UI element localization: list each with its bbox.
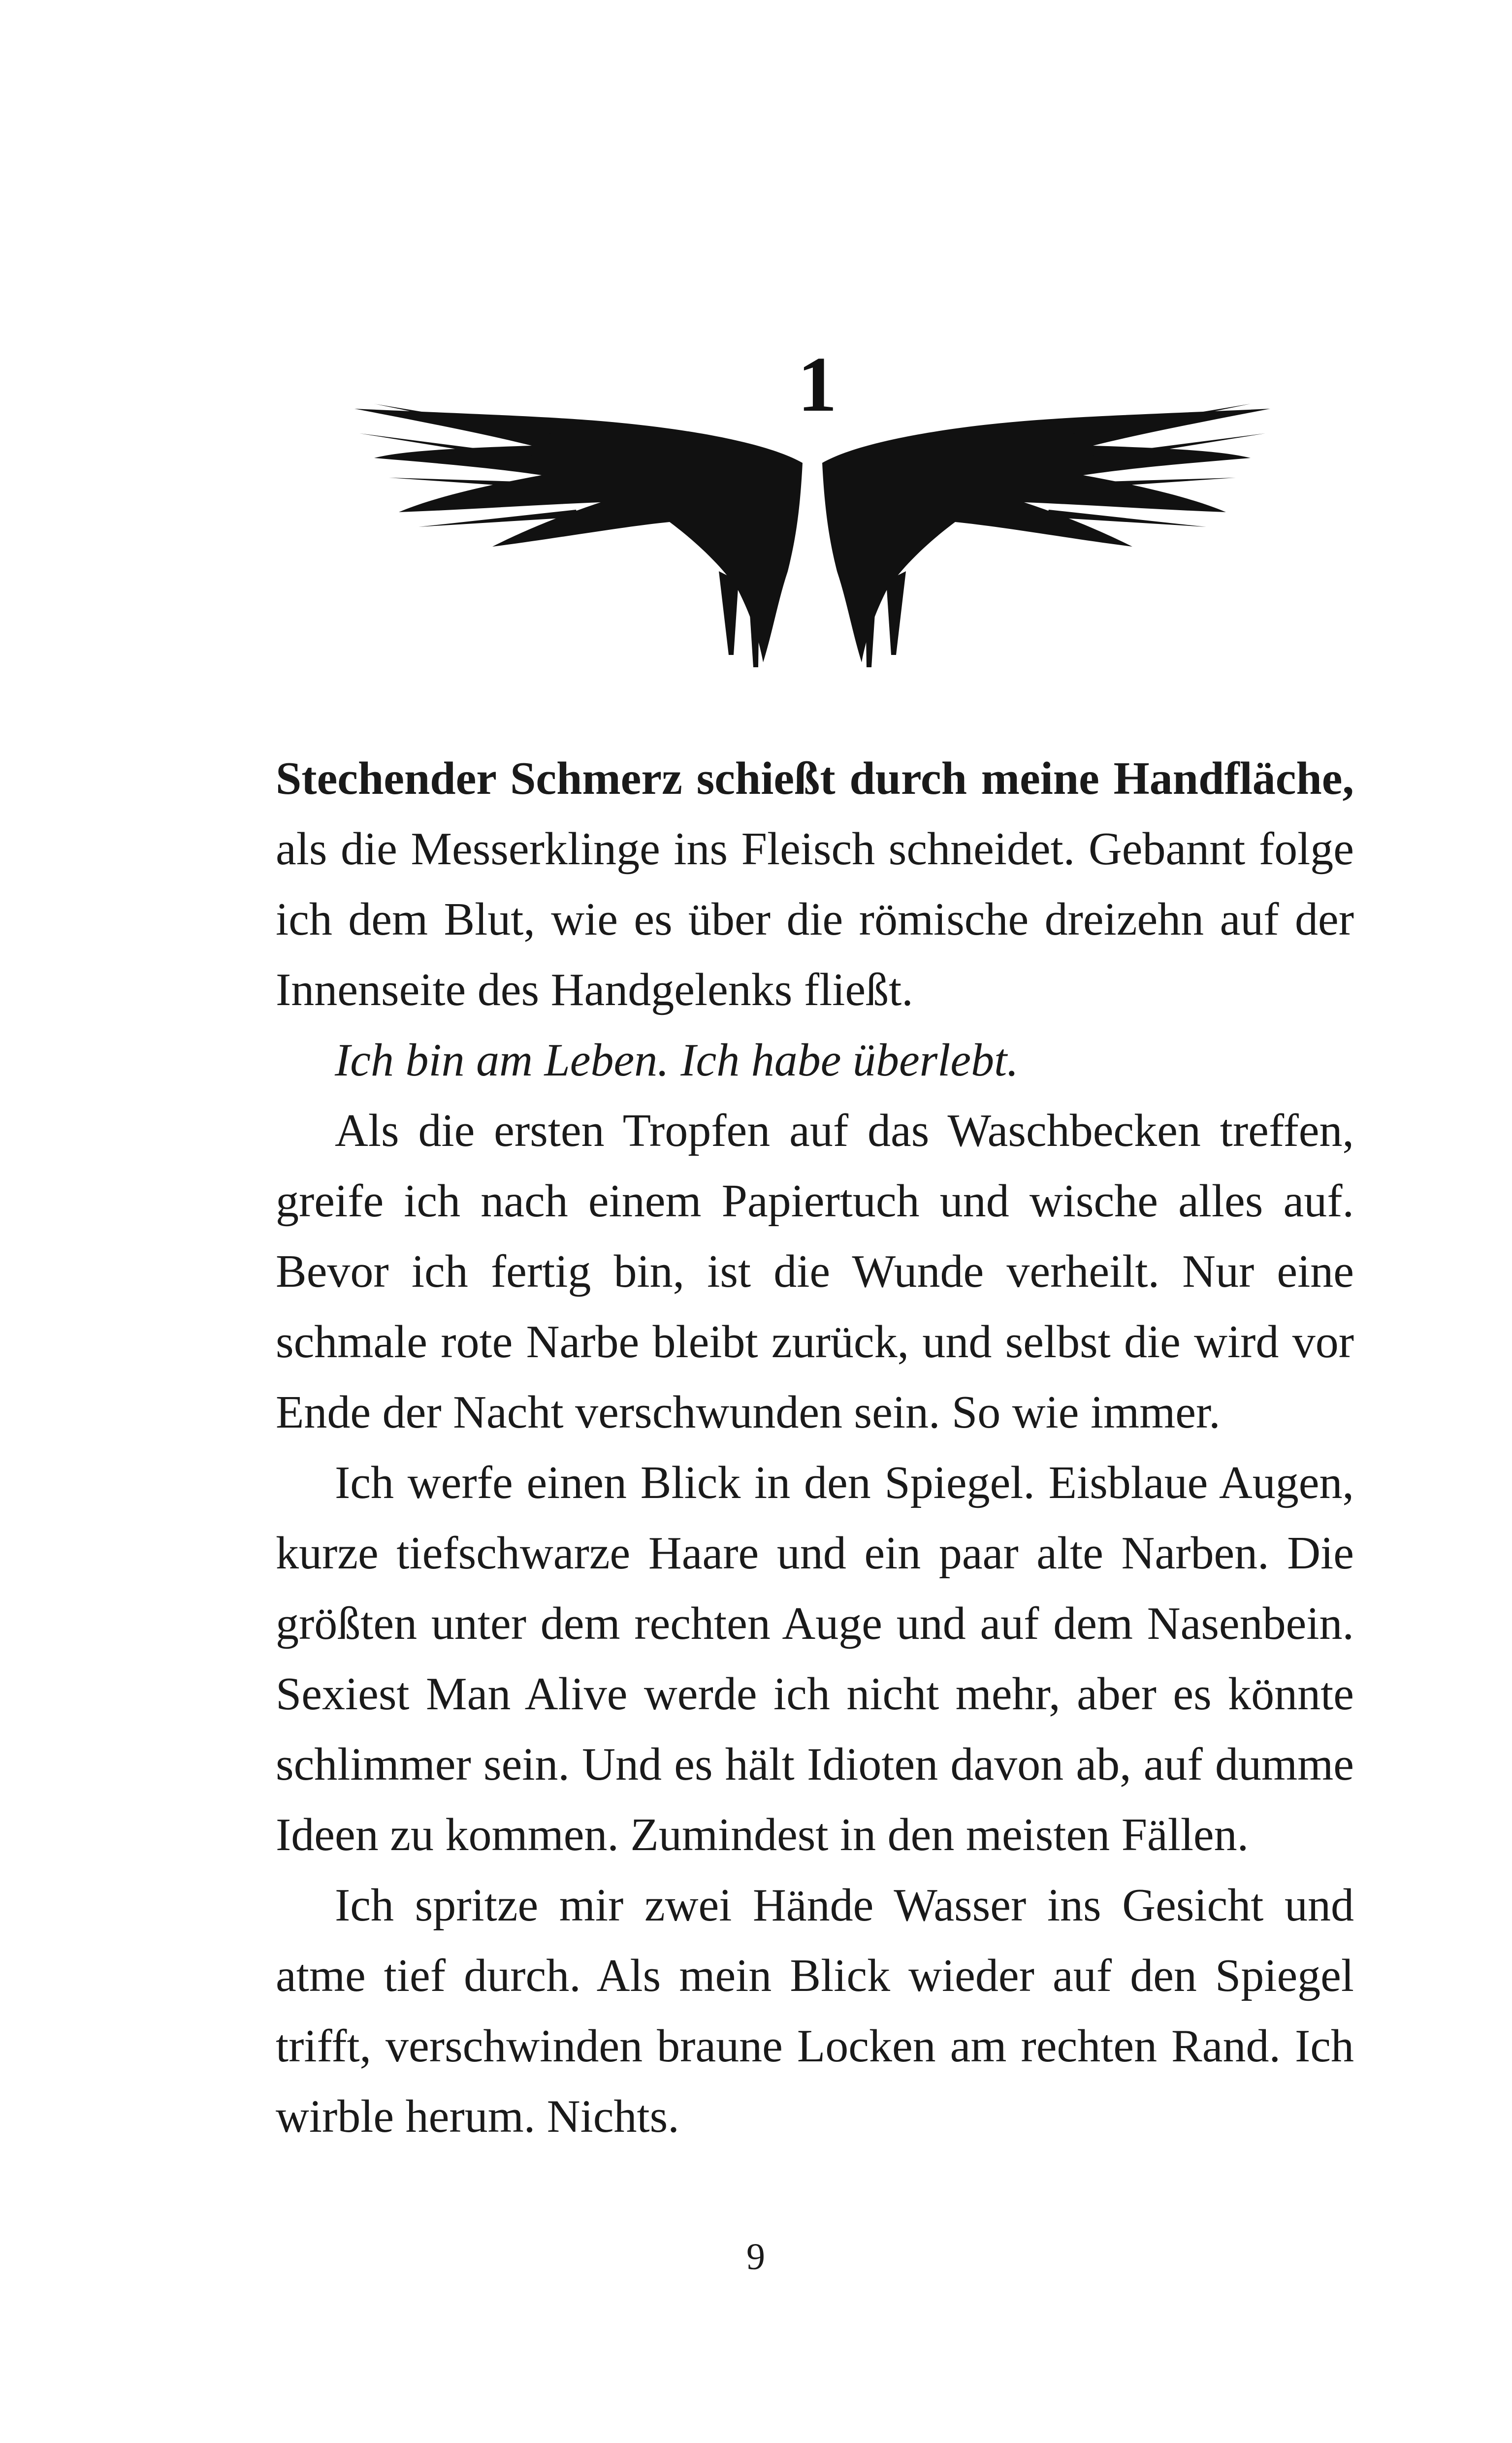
italic-thought: Ich bin am Leben. Ich habe überlebt. bbox=[335, 1035, 1019, 1086]
page-number: 9 bbox=[746, 2236, 765, 2278]
paragraph-4: Ich werfe einen Blick in den Spiegel. Eisblaue Augen, kurze tiefschwarze Haare und ein paar alte Narben. Die größten unter dem rechten Auge und auf dem Nasenbein. Sexiest Man Alive werde ich nicht mehr, aber es könnte schlimmer sein. Und es hält Idioten davon ab, auf dumme Ideen zu kommen. Zumindest in den meisten Fällen. bbox=[276, 1457, 1354, 1860]
paragraph-1 bbox=[276, 744, 1354, 1025]
paragraph-text: als die Messerklinge ins Fleisch schneidet. Gebannt folge ich dem Blut, wie es über die römische dreizehn auf der Innenseite des Handgelenks fließt. bbox=[276, 823, 1354, 1015]
chapter-body bbox=[276, 744, 1354, 2152]
paragraph-2 bbox=[276, 1025, 1354, 1096]
chapter-number: 1 bbox=[798, 340, 837, 428]
paragraph-3: Als die ersten Tropfen auf das Waschbecken treffen, greife ich nach einem Papiertuch und wische alles auf. Bevor ich fertig bin, ist die Wunde verheilt. Nur eine schmale rote Narbe bleibt zurück, und selbst die wird vor Ende der Nacht verschwunden sein. So wie immer. bbox=[276, 1105, 1354, 1438]
opening-line: Stechender Schmerz schießt durch meine Handfläche, bbox=[276, 753, 1354, 804]
paragraph-5: Ich spritze mir zwei Hände Wasser ins Gesicht und atme tief durch. Als mein Blick wieder auf den Spiegel trifft, verschwinden braune Locken am rechten Rand. Ich wirble herum. Nichts. bbox=[276, 1880, 1354, 2142]
